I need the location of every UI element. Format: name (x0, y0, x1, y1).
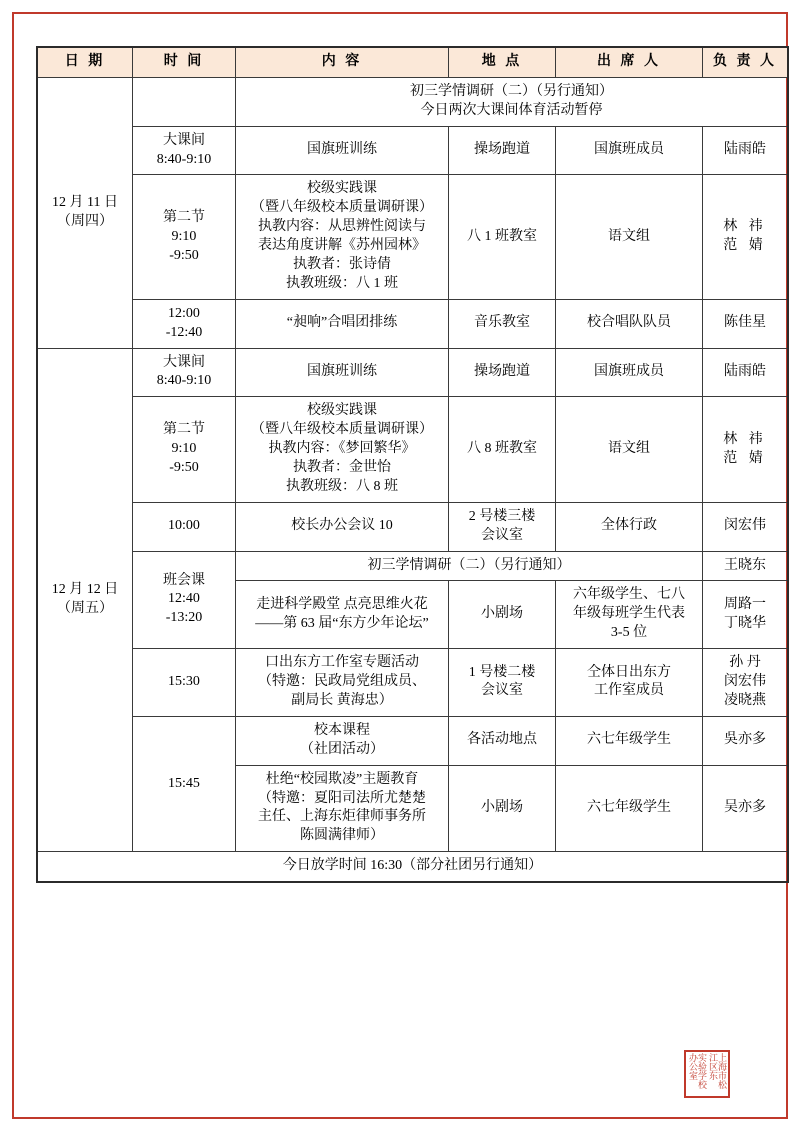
row-content: 走进科学殿堂 点亮思维火花 ——第 63 届“东方少年论坛” (236, 581, 449, 649)
table-row (37, 348, 788, 397)
row-owner: 王晓东 (703, 551, 789, 581)
day-date-line2: （周五） (57, 600, 113, 616)
row-place: 八 1 班教室 (449, 175, 556, 299)
row-attendees: 校合唱队队员 (556, 299, 703, 348)
row-time (133, 77, 236, 126)
header-attendees: 出 席 人 (556, 47, 703, 77)
row-owner: 吴亦多 (703, 765, 789, 852)
day-cell-2 (37, 348, 133, 852)
row-place: 2 号楼三楼 会议室 (449, 502, 556, 551)
header-time: 时 间 (133, 47, 236, 77)
row-owner: 陆雨皓 (703, 126, 789, 175)
row-owner: 吳亦多 (703, 716, 789, 765)
day-date-line1: 12 月 11 日 (52, 194, 118, 210)
row-content: 杜绝“校园欺凌”主题教育 （特邀：夏阳司法所尤楚楚 主任、上海东炬律师事务所 陈圆满律师） (236, 765, 449, 852)
row-time: 12:00 -12:40 (133, 299, 236, 348)
row-owner: 孙 丹 闵宏伟 凌晓燕 (703, 649, 789, 717)
row-place: 操场跑道 (449, 348, 556, 397)
day-date-line2: （周四） (57, 213, 113, 229)
table-header (37, 47, 788, 77)
row-attendees: 仝体日出东方 工作室成员 (556, 649, 703, 717)
table-header-row (37, 47, 788, 77)
header-content: 内 容 (236, 47, 449, 77)
table-row (37, 502, 788, 551)
row-place: 小剧场 (449, 765, 556, 852)
row-place: 八 8 班教室 (449, 397, 556, 502)
row-attendees: 全体行政 (556, 502, 703, 551)
day-date-line1: 12 月 12 日 (51, 581, 119, 597)
row-place: 音乐教室 (449, 299, 556, 348)
row-time: 第二节 9:10 -9:50 (133, 175, 236, 299)
row-content-wide: 初三学情调研（二）（另行通知） 今日两次大课间体育活动暂停 (236, 77, 789, 126)
row-time: 10:00 (133, 502, 236, 551)
row-place: 各活动地点 (449, 716, 556, 765)
row-content: 校本课程 （社团活动） (236, 716, 449, 765)
row-owner: 林 祎 范 婧 (703, 397, 789, 502)
table-row (37, 126, 788, 175)
row-content: 校级实践课 （暨八年级校本质量调研课） 执教内容：《梦回繁华》 执教者：金世怡 执教班级：八 8 班 (236, 397, 449, 502)
schedule-table (36, 46, 789, 883)
row-attendees: 六七年级学生 (556, 716, 703, 765)
table-row (37, 175, 788, 299)
row-attendees: 国旗班成员 (556, 348, 703, 397)
header-date: 日 期 (37, 47, 133, 77)
row-time: 第二节 9:10 -9:50 (133, 397, 236, 502)
seal-text-line2: 实验学校办公室 (688, 1053, 707, 1089)
row-content: 国旗班训练 (236, 348, 449, 397)
seal-text-line1: 上海市松江区东 (708, 1053, 727, 1089)
row-attendees: 六年级学生、七八 年级每班学生代表 3-5 位 (556, 581, 703, 649)
row-owner: 陆雨皓 (703, 348, 789, 397)
row-time: 大课间 8:40-9:10 (133, 126, 236, 175)
table-row (37, 649, 788, 717)
row-attendees: 语文组 (556, 175, 703, 299)
row-attendees: 六七年级学生 (556, 765, 703, 852)
row-content-wide: 初三学情调研（二）（另行通知） (236, 551, 703, 581)
row-content: 校级实践课 （暨八年级校本质量调研课） 执教内容：从思辨性阅读与 表达角度讲解《苏州园林》 执教者：张诗倩 执教班级：八 1 班 (236, 175, 449, 299)
row-owner: 陈佳星 (703, 299, 789, 348)
header-place: 地 点 (449, 47, 556, 77)
row-content: 校长办公会议 10 (236, 502, 449, 551)
row-attendees: 语文组 (556, 397, 703, 502)
row-time: 班会课 12:40 -13:20 (133, 551, 236, 649)
row-content: “昶响”合唱团排练 (236, 299, 449, 348)
row-owner: 闵宏伟 (703, 502, 789, 551)
dismissal-note: 今日放学时间 16:30（部分社团另行通知） (37, 852, 788, 882)
day-cell-1 (37, 77, 133, 348)
row-place: 小剧场 (449, 581, 556, 649)
row-owner: 林 祎 范 婧 (703, 175, 789, 299)
table-row (37, 551, 788, 581)
official-seal-stamp (684, 1050, 730, 1098)
table-body (37, 77, 788, 882)
table-row (37, 299, 788, 348)
table-footer-row (37, 852, 788, 882)
row-time: 大课间 8:40-9:10 (133, 348, 236, 397)
row-time: 15:30 (133, 649, 236, 717)
table-row (37, 397, 788, 502)
row-time: 15:45 (133, 716, 236, 851)
table-row (37, 716, 788, 765)
table-row (37, 77, 788, 126)
row-place: 1 号楼二楼 会议室 (449, 649, 556, 717)
row-content: 口出东方工作室专题活动 （特邀：民政局党组成员、 副局长 黄海忠） (236, 649, 449, 717)
header-owner: 负 责 人 (703, 47, 789, 77)
row-content: 国旗班训练 (236, 126, 449, 175)
schedule-sheet (36, 46, 777, 883)
row-owner: 周路一 丁晓华 (703, 581, 789, 649)
row-place: 操场跑道 (449, 126, 556, 175)
row-attendees: 国旗班成员 (556, 126, 703, 175)
